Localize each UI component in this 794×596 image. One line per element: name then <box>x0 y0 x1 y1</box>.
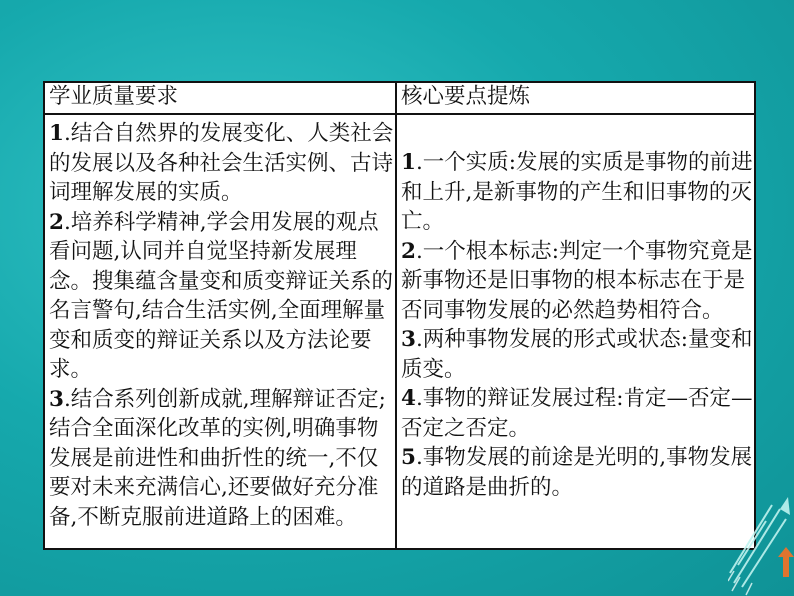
header-quality-requirements: 学业质量要求 <box>44 82 396 114</box>
table-header-row <box>44 82 755 114</box>
core-point-item: 4.事物的辩证发展过程:肯定—否定—否定之否定。 <box>401 386 753 441</box>
core-point-item: 1.一个实质:发展的实质是事物的前进和上升,是新事物的产生和旧事物的灭亡。 <box>401 150 753 234</box>
requirement-item: 3.结合系列创新成就,理解辩证否定;结合全面深化改革的实例,明确事物发展是前进性和曲折性的统一,不仅要对未来充满信心,还要做好充分准备,不断克服前进道路上的困难。 <box>49 386 386 530</box>
rising-arrows-icon <box>728 495 794 596</box>
core-points-cell <box>396 114 755 549</box>
core-point-item: 5.事物发展的前途是光明的,事物发展的道路是曲折的。 <box>401 445 753 500</box>
core-point-item: 2.一个根本标志:判定一个事物究竟是新事物还是旧事物的根本标志在于是否同事物发展的必然趋势相符合。 <box>401 238 753 323</box>
requirement-item: 2.培养科学精神,学会用发展的观点看问题,认同并自觉坚持新发展理念。搜集蕴含量变和质变辩证关系的名言警句,结合生活实例,全面理解量变和质变的辩证关系以及方法论要求。 <box>49 209 394 382</box>
header-core-points: 核心要点提炼 <box>396 82 755 114</box>
core-point-item: 3.两种事物发展的形式或状态:量变和质变。 <box>401 327 753 382</box>
table-body-row <box>44 114 755 549</box>
requirement-item: 1.结合自然界的发展变化、人类社会的发展以及各种社会生活实例、古诗词理解发展的实质。 <box>49 121 394 205</box>
quality-requirements-cell <box>44 114 396 549</box>
quality-requirements-table <box>43 81 756 550</box>
